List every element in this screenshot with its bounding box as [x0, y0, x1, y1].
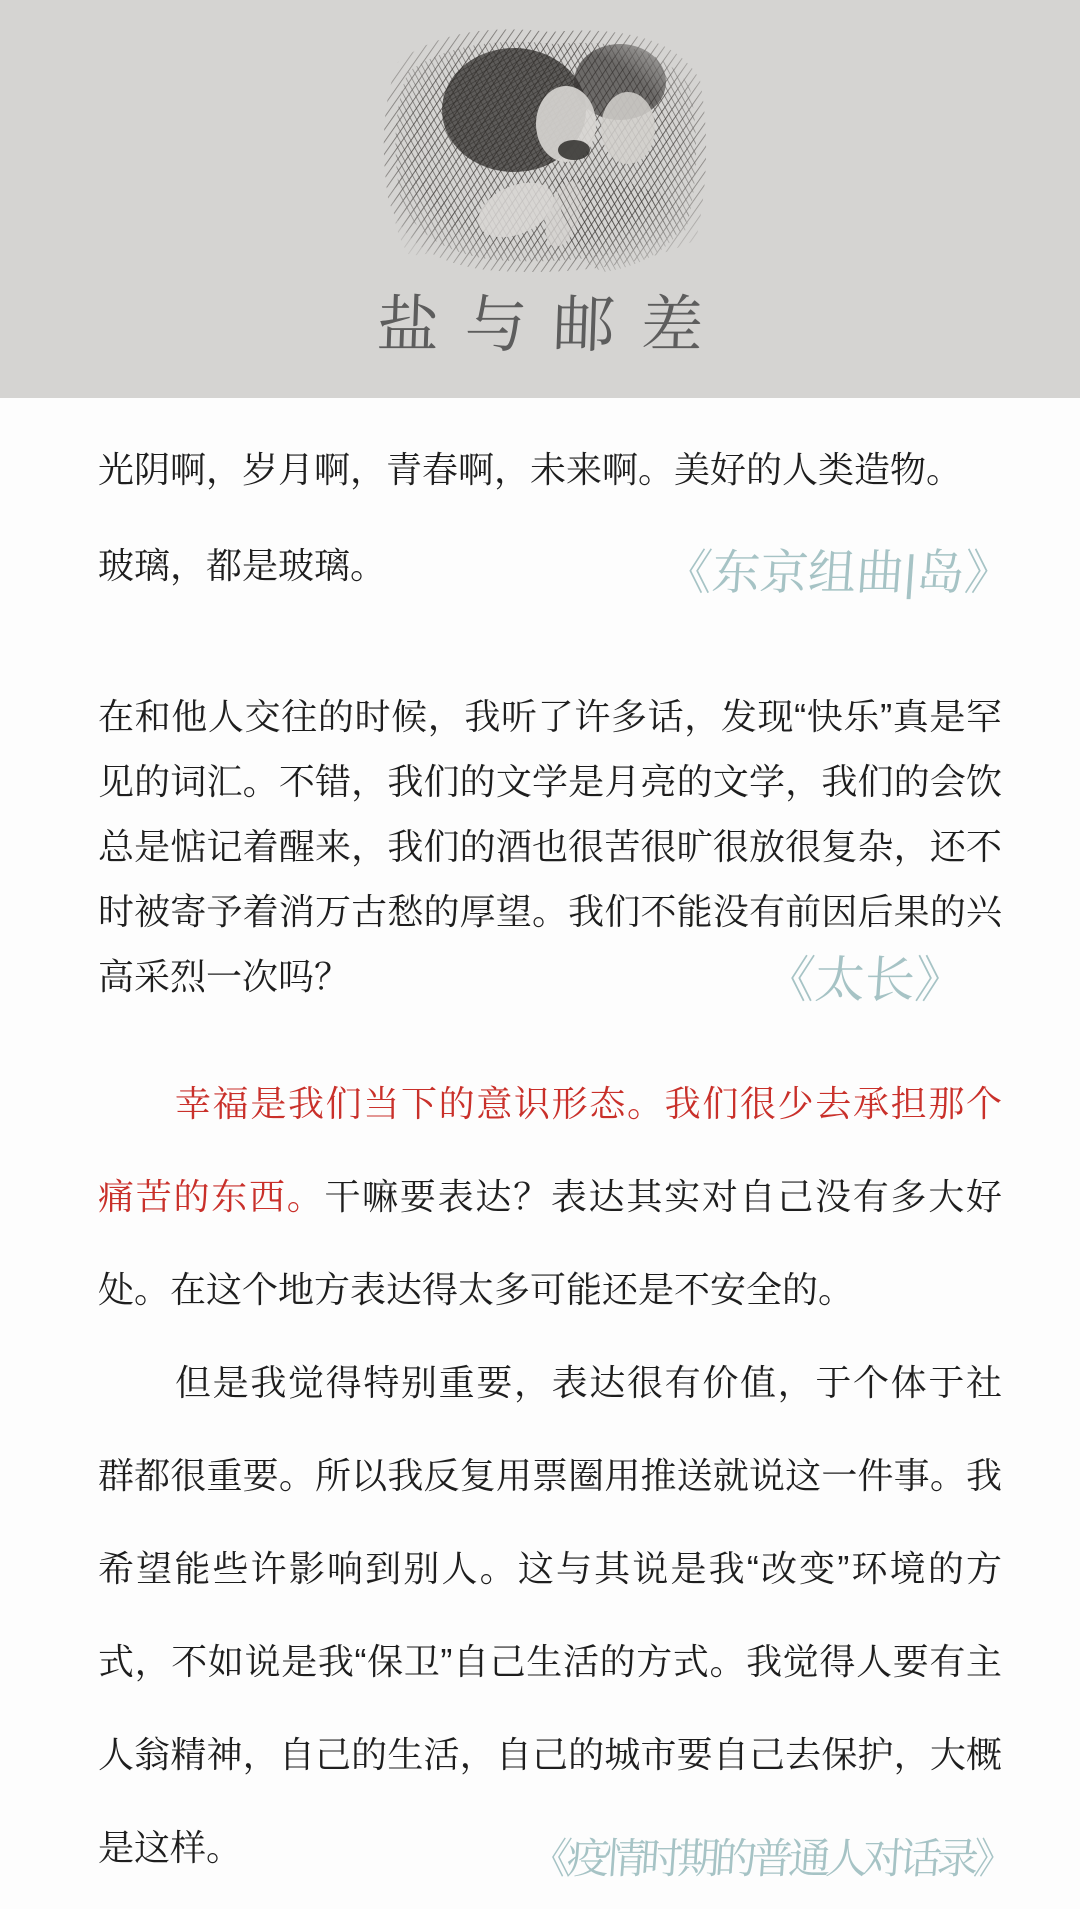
paragraph-2 [98, 684, 1002, 1009]
paragraph-4 [98, 1336, 1012, 1894]
paragraph-3 [98, 1057, 1002, 1336]
paragraph-3-plain-text: 干嘛要表达？表达其实对自己没有多大好处。在这个地方表达得太多可能还是不安全的。 [98, 1176, 1002, 1310]
article-body [98, 422, 1014, 1894]
couple-sketch-image [368, 18, 716, 282]
citation-tokyo-suite-island: 《东京组曲|岛》 [661, 547, 1014, 600]
paragraph-3-text [98, 1057, 1002, 1336]
paragraph-3-red-highlight: 幸福是我们当下的意识形态。我们很少去承担那个痛苦的东西。 [98, 1083, 1002, 1217]
citation-too-long: 《太长》 [763, 952, 967, 1008]
article-title: 盐与邮差 [375, 291, 731, 360]
article-header [0, 0, 1080, 398]
paragraph-1 [98, 422, 1014, 614]
paragraph-2-text: 在和他人交往的时候，我听了许多话，发现“快乐”真是罕见的词汇。不错，我们的文学是月亮的文学，我们的会饮总是惦记着醒来，我们的酒也很苦很旷很放很复杂，还不时被寄予着消万古愁的厚望。我们不能没有前因后果的兴高采烈一次吗？ [98, 696, 1002, 997]
citation-pandemic-dialogues: 《疫情时期的普通人对话录》 [527, 1835, 1012, 1882]
paragraph-1-line-2: 玻璃，都是玻璃。 [98, 545, 387, 586]
paragraph-1-line-1: 光阴啊，岁月啊，青春啊，未来啊。美好的人类造物。 [98, 449, 963, 490]
paragraph-4-text: 但是我觉得特别重要，表达很有价值，于个体于社群都很重要。所以我反复用票圈用推送就说这一件事。我希望能些许影响到别人。这与其说是我“改变”环境的方式，不如说是我“保卫”自己生活的方式。我觉得人要有主人翁精神，自己的生活，自己的城市要自己去保护，大概是这样。 [98, 1362, 1002, 1868]
